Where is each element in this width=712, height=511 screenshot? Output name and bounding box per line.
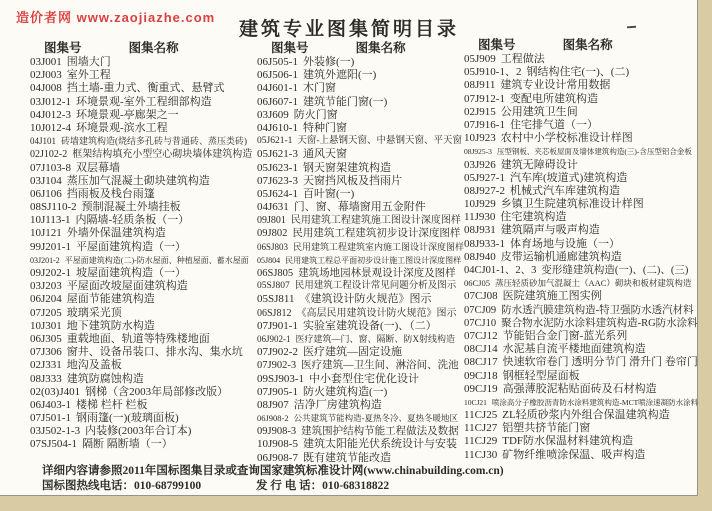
atlas-code: 10J923: [464, 132, 496, 145]
catalog-entry: [257, 162, 464, 175]
atlas-name: 防水透汽膜建筑构造-特卫强防水透汽材料: [501, 304, 694, 316]
atlas-name: 高强薄胶泥粘贴面砖及石材构造: [502, 382, 657, 395]
catalog-column-3: [464, 35, 698, 462]
atlas-code: 07CJ08: [464, 290, 498, 303]
atlas-code: 04J601-1: [257, 82, 298, 95]
atlas-name: 钢结构住宅(一)、(二): [526, 66, 630, 79]
catalog-entry: [464, 396, 698, 409]
atlas-name: 外墙外保温建筑构造: [66, 227, 166, 240]
catalog-entry: [257, 82, 464, 95]
catalog-entry: [257, 373, 464, 386]
atlas-name: 外装修(一): [302, 56, 355, 68]
atlas-code: 06J403-1: [30, 398, 71, 411]
atlas-code: 10J012-4: [30, 121, 71, 134]
atlas-name: 平屋面建筑构造（一）: [75, 240, 186, 253]
atlas-name: 建筑节能门窗(一): [302, 95, 388, 108]
hotline-phone: 国标图热线电话：010-68799100: [42, 480, 202, 492]
atlas-code: 05J927-1: [464, 171, 505, 184]
atlas-code: 05J910-1、2: [464, 66, 522, 79]
atlas-code: 11CJ29: [464, 435, 498, 448]
catalog-entry: [30, 293, 256, 306]
atlas-name: 公用建筑卫生间: [500, 105, 578, 118]
atlas-code: 05J804: [257, 255, 281, 265]
atlas-name: 平屋面建筑构造(二)-防水屋面、种植屋面、蓄水屋面: [64, 255, 249, 265]
atlas-code: 04J012-3: [30, 108, 71, 121]
atlas-code: 08J933-1: [464, 237, 505, 250]
catalog-entry: [30, 109, 256, 122]
catalog-entry: [257, 412, 464, 425]
catalog-entry: [257, 201, 464, 214]
catalog-entry: [464, 422, 698, 435]
atlas-code: 08J911: [464, 79, 496, 92]
atlas-code: 08SJ110-2: [30, 201, 77, 214]
catalog-entry: [464, 132, 698, 145]
atlas-name: 防火门窗: [293, 108, 338, 121]
atlas-name: 聚合物水泥防水涂料建筑构造-RG防水涂料: [501, 317, 698, 329]
catalog-entry: [464, 198, 698, 211]
atlas-name: 坡屋面建筑构造（一）: [75, 267, 186, 279]
catalog-entry: [30, 188, 256, 201]
atlas-code: 09J802: [257, 228, 288, 240]
atlas-code: 10CJ21: [464, 397, 487, 407]
catalog-entry: [30, 56, 256, 69]
catalog-entry: [464, 343, 698, 356]
atlas-code: 02J331: [30, 359, 62, 372]
atlas-code: 06J106: [30, 187, 62, 200]
atlas-code: 10J929: [464, 198, 496, 211]
catalog-entry: [30, 373, 256, 386]
catalog-entry: [257, 359, 464, 372]
atlas-name: 防火建筑构造(一): [302, 385, 388, 398]
atlas-name: 玻璃采光顶: [66, 306, 122, 319]
catalog-entry: [464, 66, 698, 79]
atlas-name: 喷涂高分子橡胶沥青防水涂料建筑构造-MCT喷涂速凝防水涂料: [491, 397, 699, 407]
header-atlas-name: 图集名称: [128, 41, 179, 55]
atlas-code: 03J201-2: [30, 255, 60, 265]
entry-list: [464, 53, 698, 462]
catalog-entry: [464, 238, 698, 251]
atlas-code: 03J104: [30, 174, 62, 187]
atlas-name: 天窗-上悬钢天窗、中悬钢天窗、平天窗: [297, 136, 463, 147]
atlas-code: 04CJ01-1、2、3: [464, 265, 537, 276]
header-atlas-code: 图集号: [44, 41, 82, 55]
atlas-name: 民用建筑工程设计常见问题分析及图示: [294, 281, 457, 292]
catalog-entry: [257, 135, 464, 148]
atlas-name: 木门窗: [302, 82, 336, 95]
catalog-entry: [30, 333, 256, 346]
catalog-entry: [257, 254, 464, 267]
atlas-code: 06J506-1: [257, 69, 298, 82]
atlas-name: 工程做法: [500, 53, 545, 65]
atlas-code: 02J003: [30, 69, 62, 82]
atlas-code: 03J203: [30, 280, 62, 293]
atlas-name: 环境景观-室外工程细部构造: [75, 95, 212, 108]
catalog-entry: [30, 386, 256, 399]
catalog-entry: [257, 122, 464, 135]
atlas-name: 钢梯（含2003年局部修改版）: [85, 385, 229, 398]
atlas-code: 07J103-8: [30, 161, 71, 174]
header-atlas-name: 图集名称: [355, 41, 406, 55]
atlas-name: 屋面节能建筑构造: [66, 293, 155, 306]
atlas-name: 汽车库(坡道式)建筑构造: [509, 171, 628, 184]
footer-line-1: 详细内容请参照2011年国标图集目录或查询国家建筑标准设计网(www.chinabuilding.com.cn): [42, 465, 504, 477]
atlas-code: 07J916-1: [464, 118, 505, 131]
atlas-name: 百叶窗(一): [302, 187, 355, 200]
catalog-entry: [30, 162, 256, 175]
catalog-entry: [257, 109, 464, 122]
catalog-entry: [30, 82, 256, 95]
atlas-name: 环境景观-亭廊架之一: [75, 108, 179, 121]
atlas-name: 预制混凝土外墙挂板: [81, 201, 181, 214]
atlas-code: 10J113-1: [30, 214, 71, 227]
atlas-code: 11CJ27: [464, 422, 498, 435]
atlas-name: 洁净厂房建筑构造: [293, 398, 382, 411]
catalog-entry: [464, 159, 698, 172]
atlas-name: 隔断 隔断墙（一）: [82, 438, 173, 451]
catalog-entry: [30, 267, 256, 280]
catalog-entry: [257, 438, 464, 451]
atlas-code: 11J930: [464, 211, 496, 224]
atlas-code: 06CJ05: [464, 278, 490, 289]
catalog-entry: [257, 96, 464, 109]
atlas-code: 07J306: [30, 346, 62, 359]
catalog-entry: [464, 185, 698, 198]
atlas-name: 水泥基自流平楼地面建筑构造: [502, 343, 646, 356]
catalog-entry: [464, 409, 698, 422]
atlas-name: 建筑场地园林景观设计深度及图样: [298, 268, 456, 279]
atlas-name: 《高层民用建筑设计防火规范》图示: [296, 307, 457, 319]
atlas-code: 03J012-1: [30, 95, 71, 108]
catalog-entry: [464, 277, 698, 290]
atlas-name: 环境景观-滨水工程: [75, 121, 168, 134]
atlas-code: 07J902-3: [257, 360, 297, 372]
atlas-name: 医疗建筑—固定设施: [302, 346, 402, 359]
atlas-name: 住宅排气道（一）: [509, 118, 598, 131]
atlas-code: 05SJ807: [257, 281, 290, 292]
catalog-entry: [464, 79, 698, 92]
atlas-name: ZL轻质砂浆内外组合保温建筑构造: [502, 409, 670, 422]
atlas-name: 乡镇卫生院建筑标准设计样图: [500, 198, 644, 211]
atlas-name: 民用建筑工程建筑室内施工图设计深度图样: [293, 241, 465, 252]
catalog-entry: [464, 317, 698, 330]
atlas-name: 特种门窗: [302, 121, 347, 134]
catalog-entry: [30, 425, 256, 438]
catalog-entry: [257, 175, 464, 188]
atlas-name: 实验室建筑设备(一)、（二）: [302, 319, 437, 332]
atlas-name: 建筑太阳能光伏系统设计与安装: [302, 438, 457, 451]
atlas-code: 05J621-3: [257, 148, 298, 161]
watermark-text: 造价者网 www.zaojiazhe.com: [16, 10, 216, 25]
atlas-code: 08J927-2: [464, 184, 505, 197]
page-title: 建筑专业图集简明目录: [238, 19, 459, 40]
catalog-entry: [257, 280, 464, 293]
header-atlas-code: 图集号: [478, 38, 516, 52]
catalog-entry: [464, 119, 698, 132]
atlas-code: 05J621-1: [257, 136, 293, 147]
atlas-code: 05J623-1: [257, 161, 298, 174]
atlas-code: 09CJ18: [464, 369, 498, 382]
column-header: [257, 38, 464, 55]
catalog-entry: [464, 93, 698, 106]
atlas-code: 06J902-1: [257, 333, 291, 344]
catalog-entry: [30, 227, 256, 240]
atlas-name: 节能铝合金门窗-蓝光系列: [502, 329, 628, 342]
atlas-code: 07J901-1: [257, 319, 298, 332]
catalog-entry: [257, 425, 464, 438]
atlas-code: 03J926: [464, 158, 496, 171]
atlas-code: 04J631: [257, 201, 289, 214]
atlas-code: 04J008: [30, 82, 62, 95]
catalog-entry: [257, 307, 464, 320]
catalog-entry: [257, 293, 464, 306]
catalog-column-1: [30, 38, 256, 452]
atlas-name: 钢雨篷(一)(玻璃面板): [75, 412, 179, 425]
atlas-name: 住宅建筑构造: [500, 211, 567, 224]
atlas-code: 06SJ805: [257, 268, 294, 279]
atlas-code: 07J501-1: [30, 412, 71, 425]
atlas-name: 蒸压加气混凝土砌块建筑构造: [66, 174, 210, 187]
atlas-name: 建筑无障碍设计: [500, 158, 578, 171]
atlas-name: 门、窗、幕墙窗用五金附件: [293, 201, 426, 214]
catalog-entry: [30, 148, 256, 161]
catalog-entry: [464, 251, 698, 264]
atlas-code: 08J940: [464, 250, 496, 263]
atlas-name: 民用建筑工程建筑初步设计深度图样: [292, 228, 461, 240]
catalog-entry: [30, 307, 256, 320]
atlas-code: 08CJ17: [464, 356, 498, 369]
atlas-code: 10J121: [30, 227, 62, 240]
catalog-entry: [464, 330, 698, 343]
atlas-code: 06J607-1: [257, 95, 298, 108]
atlas-code: 03J001: [30, 56, 62, 68]
atlas-code: 07J623-3: [257, 174, 298, 187]
atlas-name: 医院建筑施工图实例: [502, 290, 602, 303]
atlas-code: 08J931: [464, 224, 496, 237]
atlas-name: 变配电所建筑构造: [509, 92, 598, 105]
atlas-name: 民用建筑工程总平面初步设计施工图设计深度图样: [285, 255, 462, 265]
column-header: [464, 35, 698, 52]
catalog-entry: [257, 399, 464, 412]
atlas-code: 11CJ30: [464, 448, 498, 461]
atlas-code: 06J908-7: [257, 451, 298, 464]
atlas-code: 05J909: [464, 53, 496, 65]
catalog-entry: [464, 356, 698, 369]
catalog-entry: [30, 201, 256, 214]
atlas-code: 08CJ14: [464, 343, 498, 356]
atlas-name: 皮带运输机通廊建筑构造: [500, 250, 622, 263]
atlas-code: 06J908-2: [257, 413, 289, 424]
atlas-name: 建筑隔声与吸声构造: [500, 224, 600, 237]
catalog-entry: [30, 69, 256, 82]
atlas-name: 民用建筑工程建筑施工图设计深度图样: [290, 215, 461, 227]
catalog-entry: [257, 56, 464, 69]
atlas-code: 03J502-1-3: [30, 425, 81, 438]
catalog-entry: [464, 449, 698, 462]
catalog-entry: [464, 435, 698, 448]
atlas-name: 天窗挡风板及挡雨片: [302, 174, 402, 187]
catalog-entry: [30, 122, 256, 135]
atlas-name: 窗井、设备吊装口、排水沟、集水坑: [66, 346, 243, 359]
atlas-name: 钢天窗架建筑构造: [302, 161, 391, 174]
catalog-entry: [464, 224, 698, 237]
header-atlas-name: 图集名称: [562, 38, 613, 52]
catalog-entry: [30, 135, 256, 148]
atlas-code: 07CJ09: [464, 304, 497, 316]
atlas-name: TDF防水保温材料建筑构造: [502, 435, 633, 448]
atlas-name: 地下建筑防水构造: [66, 319, 155, 332]
catalog-entry: [464, 145, 698, 158]
entry-list: [30, 56, 256, 452]
atlas-code: 08J333: [30, 372, 62, 385]
atlas-name: 楼梯 栏杆 栏板: [75, 398, 148, 411]
catalog-column-2: [257, 38, 464, 465]
atlas-name: 农村中小学校标准设计样图: [500, 132, 633, 145]
atlas-code: 02J915: [464, 105, 496, 118]
catalog-entry: [30, 438, 256, 451]
atlas-name: 压型钢板、夹芯板屋面及墙体建筑构造(三)-含压型铝合金板: [496, 147, 692, 157]
atlas-name: 快速软帘卷门 透明分节门 滑升门 卷帘门: [502, 356, 698, 369]
catalog-entry: [30, 214, 256, 227]
atlas-code: 07SJ504-1: [30, 438, 78, 451]
atlas-name: 医疗建筑—卫生间、淋浴间、洗池: [301, 360, 459, 372]
atlas-name: 双层幕墙: [75, 161, 120, 174]
atlas-name: 钢框轻型屋面板: [502, 369, 580, 382]
catalog-entry: [464, 211, 698, 224]
atlas-name: 内装修(2003年合订本): [85, 425, 192, 438]
catalog-entry: [30, 359, 256, 372]
catalog-entry: [30, 254, 256, 267]
catalog-entry: [30, 241, 256, 254]
atlas-code: 06SJ803: [257, 241, 289, 252]
catalog-entry: [257, 333, 464, 346]
catalog-entry: [257, 188, 464, 201]
atlas-name: 矿物纤维喷涂保温、吸声构造: [502, 448, 646, 461]
atlas-code: 09J202-1: [30, 267, 71, 279]
atlas-code: 05J624-1: [257, 187, 298, 200]
atlas-name: 地沟及盖板: [66, 359, 122, 372]
atlas-code: 09J801: [257, 215, 286, 227]
catalog-entry: [257, 214, 464, 227]
catalog-entry: [257, 320, 464, 333]
atlas-code: 11CJ25: [464, 409, 498, 422]
atlas-code: 08J925-3: [464, 147, 492, 157]
atlas-code: 10J908-5: [257, 438, 298, 451]
atlas-name: 围墙大门: [66, 56, 111, 68]
atlas-code: 04J101: [30, 136, 57, 147]
catalog-entry: [30, 280, 256, 293]
catalog-entry: [464, 172, 698, 185]
catalog-entry: [257, 69, 464, 82]
atlas-name: 既有建筑节能改造: [302, 451, 391, 464]
distribution-phone: 发 行 电 话：010-68318822: [255, 480, 390, 492]
atlas-code: 03J609: [257, 108, 289, 121]
catalog-entry: [464, 264, 698, 277]
atlas-code: 05SJ811: [257, 293, 295, 306]
catalog-entry: [464, 106, 698, 119]
catalog-entry: [30, 175, 256, 188]
atlas-code: 08J907: [257, 398, 289, 411]
atlas-name: 建筑围护结构节能工程做法及数据: [301, 426, 459, 438]
atlas-name: 挡土墙-重力式、衡重式、悬臂式: [66, 82, 225, 95]
atlas-code: 10J301: [30, 319, 62, 332]
atlas-name: 砖墙建筑构造(烧结多孔砖与普通砖、蒸压类砖): [61, 136, 248, 147]
catalog-entry: [30, 412, 256, 425]
column-header: [30, 38, 256, 55]
catalog-entry: [30, 96, 256, 109]
catalog-entry: [464, 383, 698, 396]
catalog-entry: [257, 386, 464, 399]
atlas-name: 变形缝建筑构造(一)、(二)、(三): [541, 265, 689, 276]
atlas-code: 02J102-2: [30, 149, 68, 161]
header-atlas-code: 图集号: [271, 41, 309, 55]
atlas-code: 06J204: [30, 293, 62, 306]
atlas-name: 框架结构填充小型空心砌块墙体建筑构造: [72, 149, 253, 161]
atlas-code: 09CJ19: [464, 382, 498, 395]
catalog-entry: [257, 148, 464, 161]
atlas-code: 06J505-1: [257, 56, 298, 68]
atlas-code: 07CJ10: [464, 317, 497, 329]
atlas-name: 室外工程: [66, 69, 111, 82]
atlas-name: 建筑外遮阳(一): [302, 69, 377, 82]
atlas-name: 医疗建筑—门、窗、隔断、防X射线构造: [295, 333, 456, 344]
atlas-name: 体育场地与设施（一）: [509, 237, 620, 250]
atlas-name: 《建筑设计防火规范》图示: [299, 293, 432, 306]
catalog-entry: [30, 346, 256, 359]
atlas-code: 09SJ903-1: [257, 372, 305, 385]
atlas-name: 机械式汽车库建筑构造: [509, 184, 620, 197]
catalog-entry: [464, 53, 698, 66]
atlas-code: 07CJ12: [464, 329, 498, 342]
catalog-entry: [30, 320, 256, 333]
catalog-entry: [257, 267, 464, 280]
atlas-code: 07J902-2: [257, 346, 298, 359]
atlas-name: 蒸压轻质砂加气混凝土（AAC）砌块和板材建筑构造: [494, 278, 692, 289]
catalog-entry: [464, 290, 698, 303]
atlas-code: 07J912-1: [464, 92, 505, 105]
footer-line-2: [42, 479, 504, 494]
catalog-entry: [257, 452, 464, 465]
atlas-name: 通风天窗: [302, 148, 347, 161]
atlas-name: 重载地面、轨道等特殊楼地面: [66, 332, 210, 345]
atlas-name: 中小套型住宅优化设计: [309, 372, 420, 385]
catalog-entry: [257, 241, 464, 254]
atlas-code: 02(03)J401: [30, 385, 81, 398]
atlas-code: 07J905-1: [257, 385, 298, 398]
atlas-code: 99J201-1: [30, 240, 71, 253]
catalog-entry: [257, 346, 464, 359]
atlas-name: 挡雨板及栈台雨篷: [66, 187, 155, 200]
atlas-code: 06J305: [30, 332, 62, 345]
entry-list: [257, 56, 464, 465]
catalog-entry: [257, 227, 464, 240]
catalog-entry: [30, 399, 256, 412]
atlas-name: 内隔墙-轻质条板（一）: [75, 214, 190, 227]
atlas-code: 09J908-3: [257, 426, 297, 438]
atlas-code: 07J205: [30, 306, 62, 319]
atlas-code: 06SJ812: [257, 307, 292, 319]
catalog-entry: [464, 304, 698, 317]
catalog-entry: [464, 370, 698, 383]
atlas-name: 建筑防腐蚀构造: [66, 372, 144, 385]
footer-note: [42, 464, 504, 494]
atlas-name: 公共建筑节能构造-夏热冬冷、夏热冬暖地区: [293, 413, 458, 424]
atlas-name: 平屋面改坡屋面建筑构造: [66, 280, 188, 293]
atlas-code: 04J610-1: [257, 121, 298, 134]
atlas-name: 建筑专业设计常用数据: [500, 79, 611, 92]
atlas-name: 铝塑共挤节能门窗: [502, 422, 591, 435]
